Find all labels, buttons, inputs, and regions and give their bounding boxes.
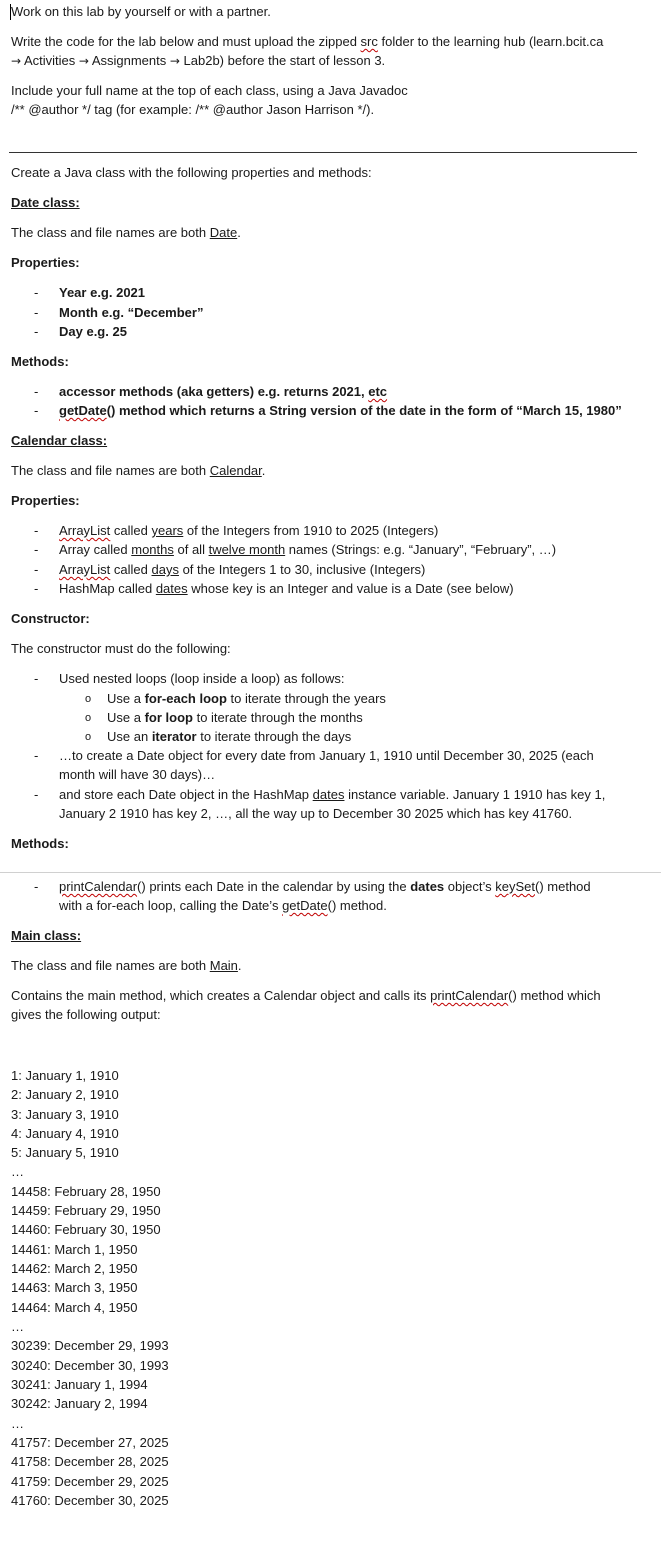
bullet-dash: - [34,879,39,894]
constructor-sub-forloop: Use a for loop to iterate through the months [107,710,363,725]
output-line: 14459: February 29, 1950 [11,1203,161,1218]
constructor-sub-foreach: Use a for-each loop to iterate through the years [107,691,386,706]
intro-line-1: Work on this lab by yourself or with a partner. [11,4,271,19]
date-property-day: Day e.g. 25 [59,324,127,339]
constructor-sub-iterator: Use an iterator to iterate through the days [107,729,352,744]
arrow-right-icon: → [78,54,89,68]
bullet-dash: - [34,305,39,320]
bullet-dash: - [34,542,39,557]
output-line: 41758: December 28, 2025 [11,1454,169,1469]
intro-line-2: Write the code for the lab below and must upload the zipped src folder to the learning hub (learn.bcit.ca [11,34,604,49]
output-line: 41757: December 27, 2025 [11,1435,169,1450]
arrow-right-icon: → [169,54,180,68]
output-line: 41760: December 30, 2025 [11,1493,169,1508]
output-ellipsis: … [11,1416,24,1431]
main-class-description-line2: gives the following output: [11,1007,161,1022]
bullet-dash: - [34,523,39,538]
calendar-constructor-heading: Constructor: [11,611,90,626]
date-methods-heading: Methods: [11,354,69,369]
constructor-step-nested-loops: Used nested loops (loop inside a loop) as follows: [59,671,345,686]
output-line: 14464: March 4, 1950 [11,1300,138,1315]
output-line: 4: January 4, 1910 [11,1126,119,1141]
arrow-right-icon: → [11,54,22,68]
output-line: 14460: February 30, 1950 [11,1222,161,1237]
create-instruction: Create a Java class with the following properties and methods: [11,165,372,180]
calendar-class-names: The class and file names are both Calendar. [11,463,266,478]
output-line: 3: January 3, 1910 [11,1107,119,1122]
constructor-step-store-line1: and store each Date object in the HashMap dates instance variable. January 1 1910 has key 1, [59,787,606,802]
constructor-step-create-line1: …to create a Date object for every date from January 1, 1910 until December 30, 2025 (each [59,748,594,763]
output-line: 30240: December 30, 1993 [11,1358,169,1373]
bullet-dash: - [34,748,39,763]
output-line: 30241: January 1, 1994 [11,1377,148,1392]
output-line: 5: January 5, 1910 [11,1145,119,1160]
horizontal-rule [9,152,637,153]
output-line: 30239: December 29, 1993 [11,1338,169,1353]
intro-line-5: /** @author */ tag (for example: /** @author Jason Harrison */). [11,102,375,117]
output-line: 14458: February 28, 1950 [11,1184,161,1199]
calendar-constructor-intro: The constructor must do the following: [11,641,231,656]
date-property-year: Year e.g. 2021 [59,285,146,300]
date-class-heading: Date class: [11,195,80,210]
output-line: 1: January 1, 1910 [11,1068,119,1083]
calendar-property-dates: HashMap called dates whose key is an Integer and value is a Date (see below) [59,581,514,596]
output-ellipsis: … [11,1319,24,1334]
output-line: 41759: December 29, 2025 [11,1474,169,1489]
date-class-names: The class and file names are both Date. [11,225,241,240]
calendar-method-printcalendar-line2: with a for-each loop, calling the Date’s getDate() method. [59,898,387,913]
bullet-dash: - [34,324,39,339]
date-properties-heading: Properties: [11,255,80,270]
calendar-property-years: ArrayList called years of the Integers from 1910 to 2025 (Integers) [59,523,439,538]
main-class-names: The class and file names are both Main. [11,958,242,973]
date-property-month: Month e.g. “December” [59,305,204,320]
calendar-class-heading: Calendar class: [11,433,108,448]
output-line: 14462: March 2, 1950 [11,1261,138,1276]
bullet-dash: - [34,403,39,418]
bullet-dash: - [34,285,39,300]
output-line: 14463: March 3, 1950 [11,1280,138,1295]
page-break [0,872,661,873]
constructor-step-create-line2: month will have 30 days)… [59,767,216,782]
bullet-dash: - [34,562,39,577]
sub-bullet: o [85,731,92,743]
calendar-property-months: Array called months of all twelve month names (Strings: e.g. “January”, “February”, …) [59,542,557,557]
calendar-methods-heading: Methods: [11,836,69,851]
constructor-step-store-line2: January 2 1910 has key 2, …, all the way up to December 30 2025 which has key 41760. [59,806,573,821]
output-line: 30242: January 2, 1994 [11,1396,148,1411]
bullet-dash: - [34,671,39,686]
date-method-getdate: getDate() method which returns a String version of the date in the form of “March 15, 1980” [59,403,622,418]
output-line: 2: January 2, 1910 [11,1087,119,1102]
intro-line-3: → Activities → Assignments → Lab2b) before the start of lesson 3. [11,53,386,68]
bullet-dash: - [34,384,39,399]
calendar-method-printcalendar-line1: printCalendar() prints each Date in the calendar by using the dates object’s keySet() method [59,879,591,894]
sub-bullet: o [85,712,92,724]
output-ellipsis: … [11,1164,24,1179]
main-class-description-line1: Contains the main method, which creates a Calendar object and calls its printCalendar() method which [11,988,601,1003]
calendar-properties-heading: Properties: [11,493,80,508]
main-class-heading: Main class: [11,928,82,943]
date-method-accessors: accessor methods (aka getters) e.g. returns 2021, etc [59,384,388,399]
intro-line-4: Include your full name at the top of each class, using a Java Javadoc [11,83,408,98]
output-line: 14461: March 1, 1950 [11,1242,138,1257]
sub-bullet: o [85,693,92,705]
bullet-dash: - [34,787,39,802]
calendar-property-days: ArrayList called days of the Integers 1 to 30, inclusive (Integers) [59,562,426,577]
bullet-dash: - [34,581,39,596]
